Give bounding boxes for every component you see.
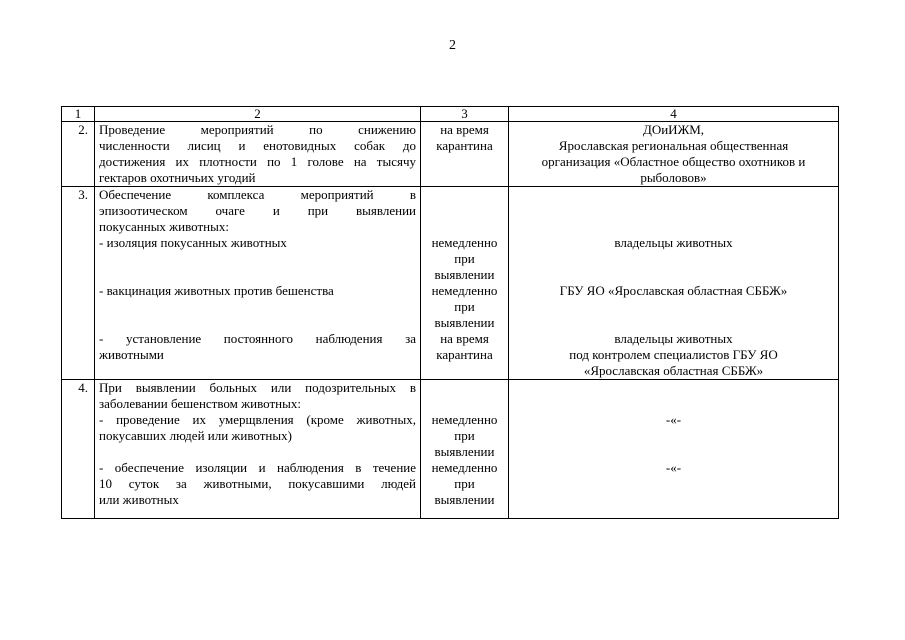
responsible-cell: [509, 187, 839, 380]
responsible-cell: [509, 380, 839, 519]
text-line: или животных: [99, 492, 179, 507]
measure-description: [95, 122, 421, 187]
text-line: немедленно: [431, 235, 498, 250]
row-number: 4.: [62, 380, 95, 519]
text-line: - вакцинация животных против бешенства: [99, 283, 334, 298]
text-line: - изоляция покусанных животных: [99, 235, 287, 250]
text-line: -«-: [665, 412, 682, 427]
text-line: выявлении: [434, 315, 495, 330]
text-line: «Ярославская областная СББЖ»: [583, 363, 764, 378]
text-line: достижения их плотности по 1 голове на тысячу: [99, 154, 416, 169]
text-line: выявлении: [434, 267, 495, 282]
text-line: - обеспечение изоляции и наблюдения в течение: [99, 460, 416, 475]
table-row: [62, 380, 839, 519]
measure-description: [95, 187, 421, 380]
text-line: покусавших людей или животных): [99, 428, 292, 443]
text-line: немедленно: [431, 412, 498, 427]
page-number: 2: [449, 38, 456, 53]
text-line: при: [454, 251, 475, 266]
text-line: гектаров охотничьих угодий: [99, 170, 256, 185]
row-number: 3.: [62, 187, 95, 380]
text-line: организация «Областное общество охотников и: [541, 154, 806, 169]
text-line: при: [454, 299, 475, 314]
text-line: При выявлении больных или подозрительных в: [99, 380, 416, 395]
text-line: рыболовов»: [640, 170, 707, 185]
text-line: -«-: [665, 460, 682, 475]
text-line: выявлении: [434, 492, 495, 507]
table-row: [62, 187, 839, 380]
table-header-row: [62, 107, 839, 122]
measure-description: [95, 380, 421, 519]
text-line: ДОиИЖМ,: [642, 122, 705, 137]
text-line: животными: [99, 347, 164, 362]
text-line: Проведение мероприятий по снижению: [99, 122, 416, 137]
measures-table: [61, 106, 839, 519]
text-line: карантина: [436, 347, 493, 362]
text-line: эпизоотическом очаге и при выявлении: [99, 203, 416, 218]
responsible-cell: [509, 122, 839, 187]
text-line: немедленно: [431, 460, 498, 475]
table-row: [62, 122, 839, 187]
text-line: заболевании бешенством животных:: [99, 396, 301, 411]
text-line: 10 суток за животными, покусавшими людей: [99, 476, 416, 491]
text-line: владельцы животных: [614, 331, 733, 346]
row-number: 2.: [62, 122, 95, 187]
text-line: Обеспечение комплекса мероприятий в: [99, 187, 416, 202]
column-header-4: 4: [509, 107, 839, 122]
text-line: численности лисиц и енотовидных собак до: [99, 138, 416, 153]
text-line: Ярославская региональная общественная: [558, 138, 789, 153]
text-line: владельцы животных: [614, 235, 733, 250]
deadline-cell: [421, 187, 509, 380]
column-header-2: 2: [95, 107, 421, 122]
text-line: покусанных животных:: [99, 219, 229, 234]
text-line: при: [454, 428, 475, 443]
column-header-1: 1: [62, 107, 95, 122]
text-line: на время: [440, 122, 489, 137]
text-line: под контролем специалистов ГБУ ЯО: [569, 347, 778, 362]
deadline-cell: [421, 380, 509, 519]
text-line: на время: [440, 331, 489, 346]
text-line: выявлении: [434, 444, 495, 459]
column-header-3: 3: [421, 107, 509, 122]
text-line: карантина: [436, 138, 493, 153]
text-line: - проведение их умерщвления (кроме животных,: [99, 412, 416, 427]
text-line: - установление постоянного наблюдения за: [99, 331, 416, 346]
deadline-cell: [421, 122, 509, 187]
text-line: немедленно: [431, 283, 498, 298]
text-line: ГБУ ЯО «Ярославская областная СББЖ»: [559, 283, 788, 298]
text-line: при: [454, 476, 475, 491]
